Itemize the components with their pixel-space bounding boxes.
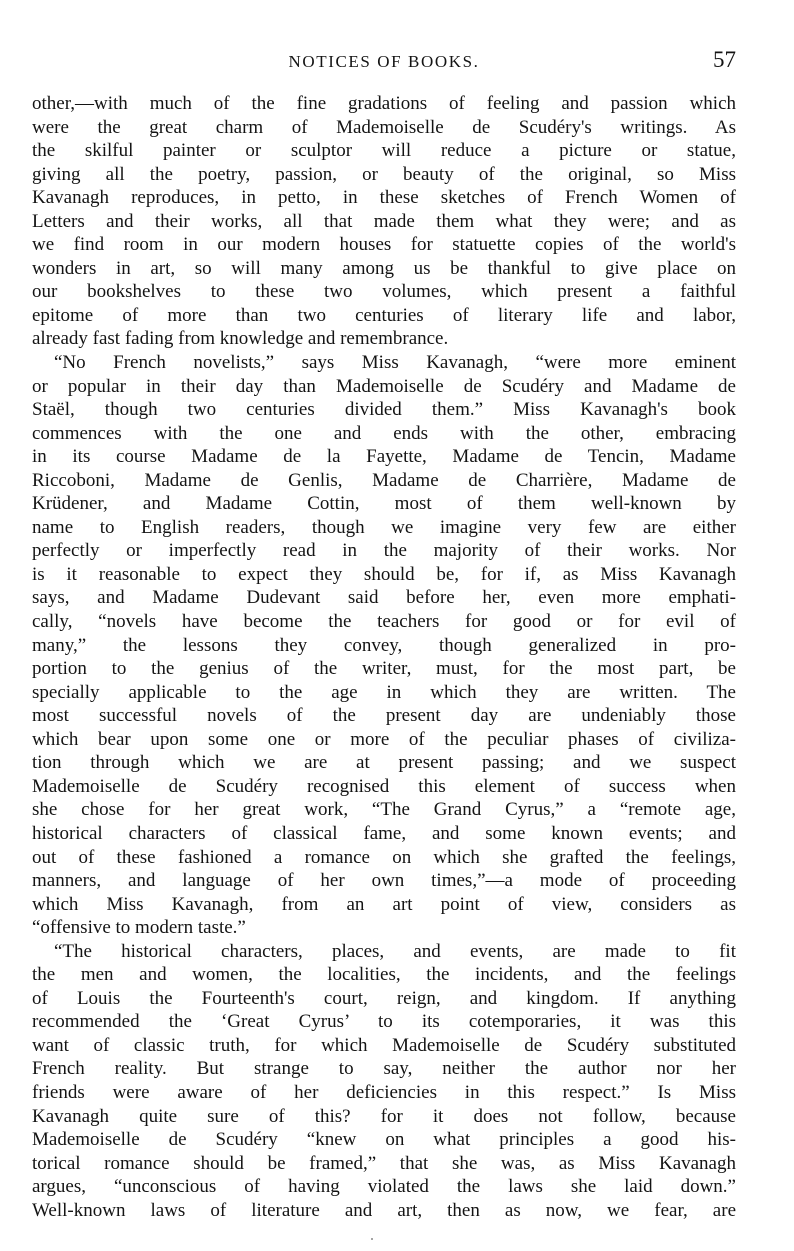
text-line: historical characters of classical fame, and some known events; and <box>32 822 736 844</box>
text-line: Krüdener, and Madame Cottin, most of them well-known by <box>32 493 736 515</box>
text-line: commences with the one and ends with the other, embracing <box>32 422 736 444</box>
text-line: out of these fashioned a romance on which she grafted the feelings, <box>32 846 736 868</box>
page-header <box>32 0 736 96</box>
text-line: of Louis the Fourteenth's court, reign, and kingdom. If anything <box>32 987 736 1009</box>
text-line: in its course Madame de la Fayette, Madame de Tencin, Madame <box>32 446 736 468</box>
text-line: tion through which we are at present passing; and we suspect <box>32 752 736 774</box>
body-text <box>32 92 736 1222</box>
text-line: torical romance should be framed,” that she was, as Miss Kavanagh <box>32 1152 736 1174</box>
text-line: other,—with much of the fine gradations of feeling and passion which <box>32 93 736 114</box>
text-line: name to English readers, though we imagine very few are either <box>32 516 736 538</box>
text-line: already fast fading from knowledge and remembrance. <box>32 328 449 350</box>
text-line: want of classic truth, for which Mademoiselle de Scudéry substituted <box>32 1034 736 1056</box>
text-line: “offensive to modern taste.” <box>32 917 246 939</box>
text-line: which bear upon some one or more of the peculiar phases of civiliza- <box>32 728 736 750</box>
text-line: Staël, though two centuries divided them.” Miss Kavanagh's book <box>32 399 736 421</box>
text-line: giving all the poetry, passion, or beauty of the original, so Miss <box>32 163 736 185</box>
text-line: friends were aware of her deficiencies in this respect.” Is Miss <box>32 1081 736 1103</box>
text-line: Mademoiselle de Scudéry “knew on what principles a good his- <box>32 1129 736 1151</box>
text-line: says, and Madame Dudevant said before her, even more emphati- <box>32 587 736 609</box>
text-line: Letters and their works, all that made them what they were; and as <box>32 210 736 232</box>
text-line: “The historical characters, places, and events, are made to fit <box>54 940 736 962</box>
text-line: Kavanagh reproduces, in petto, in these sketches of French Women of <box>32 187 736 209</box>
text-line: cally, “novels have become the teachers for good or for evil of <box>32 611 736 633</box>
text-line: Well-known laws of literature and art, then as now, we fear, are <box>32 1199 736 1221</box>
text-line: “No French novelists,” says Miss Kavanagh, “were more eminent <box>54 352 736 374</box>
text-line: our bookshelves to these two volumes, which present a faithful <box>32 281 736 303</box>
text-line: epitome of more than two centuries of literary life and labor, <box>32 304 736 326</box>
book-page <box>32 0 736 1251</box>
text-line: many,” the lessons they convey, though generalized in pro- <box>32 634 736 656</box>
text-line: most successful novels of the present day are undeniably those <box>32 705 736 727</box>
text-line: Kavanagh quite sure of this? for it does not follow, because <box>32 1105 736 1127</box>
text-line: is it reasonable to expect they should be, for if, as Miss Kavanagh <box>32 563 736 585</box>
page-number: 57 <box>713 47 736 72</box>
text-line: were the great charm of Mademoiselle de Scudéry's writings. As <box>32 116 736 138</box>
text-line: we find room in our modern houses for statuette copies of the world's <box>32 234 736 256</box>
print-speck <box>371 1238 373 1240</box>
text-line: or popular in their day than Mademoiselle de Scudéry and Madame de <box>32 375 736 397</box>
text-line: Mademoiselle de Scudéry recognised this element of success when <box>32 775 736 797</box>
text-line: specially applicable to the age in which they are written. The <box>32 681 736 703</box>
text-line: argues, “unconscious of having violated the laws she laid down.” <box>32 1176 736 1198</box>
text-line: she chose for her great work, “The Grand Cyrus,” a “remote age, <box>32 799 736 821</box>
text-line: manners, and language of her own times,”—a mode of proceeding <box>32 870 736 892</box>
text-line: wonders in art, so will many among us be thankful to give place on <box>32 257 736 279</box>
text-line: portion to the genius of the writer, must, for the most part, be <box>32 658 736 680</box>
text-line: which Miss Kavanagh, from an art point of view, considers as <box>32 893 736 915</box>
text-line: Riccoboni, Madame de Genlis, Madame de Charrière, Madame de <box>32 469 736 491</box>
text-line: French reality. But strange to say, neither the author nor her <box>32 1058 736 1080</box>
text-line: perfectly or imperfectly read in the majority of their works. Nor <box>32 540 736 562</box>
text-line: recommended the ‘Great Cyrus’ to its cotemporaries, it was this <box>32 1011 736 1033</box>
text-line: the skilful painter or sculptor will reduce a picture or statue, <box>32 140 736 162</box>
running-head: NOTICES OF BOOKS. <box>288 52 480 71</box>
text-line: the men and women, the localities, the incidents, and the feelings <box>32 964 736 986</box>
